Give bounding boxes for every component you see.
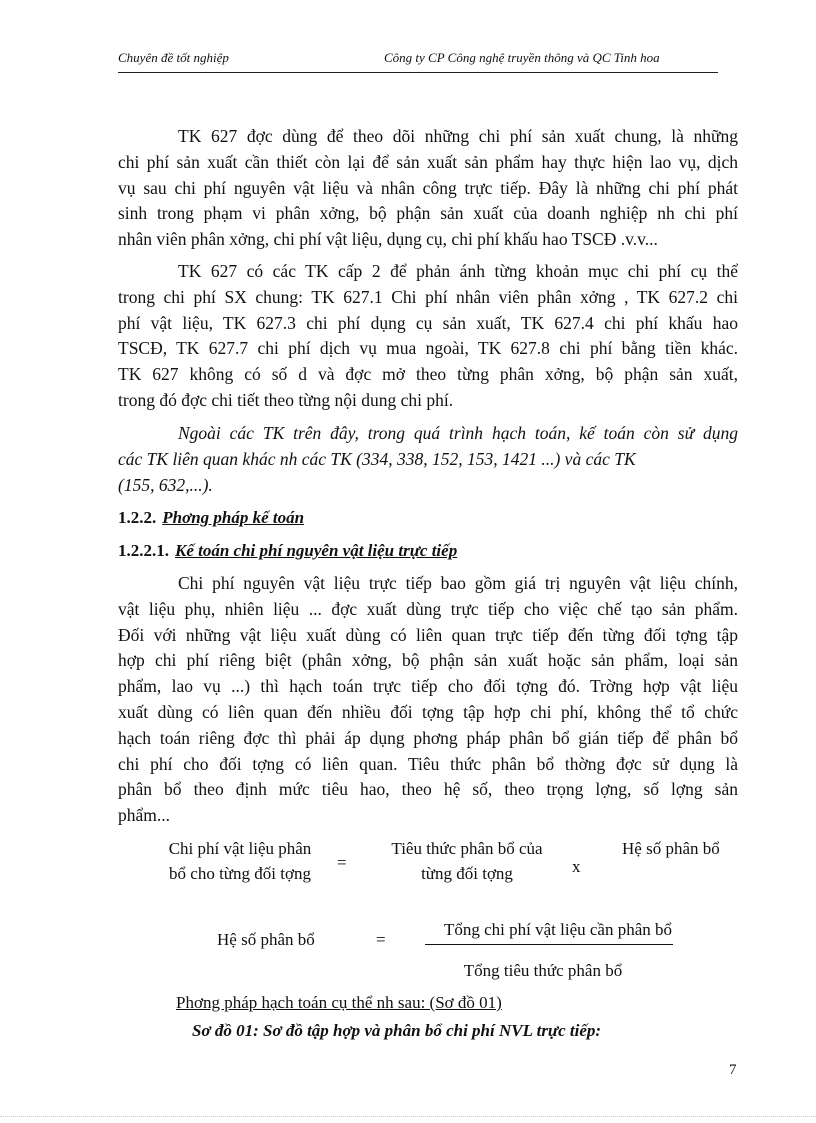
text-line: TK 627 có các TK cấp 2 để phản ánh từng khoản mục chi phí cụ thể (178, 261, 738, 281)
text-line: TSCĐ, TK 627.7 chi phí dịch vụ mua ngoài, TK 627.8 chi phí bằng tiền khác. (118, 338, 738, 359)
heading-number: 1.2.2.1. (118, 541, 169, 560)
text-line: xuất dùng có liên quan đến nhiều đối tợng tập hợp chi phí, không thể tổ chức (118, 701, 738, 722)
paragraph-tk627-intro (118, 124, 738, 253)
heading-1-2-2-1 (118, 541, 457, 561)
header-rule (118, 72, 718, 73)
formula1-times: x (572, 857, 581, 876)
header-left: Chuyên đề tốt nghiệp (118, 50, 229, 65)
paragraph-other-accounts (118, 421, 738, 498)
header-right: Công ty CP Công nghệ truyền thông và QC Tinh hoa (384, 50, 660, 65)
text-line: trong đó đợc chi tiết theo từng nội dung chi phí. (118, 389, 454, 410)
heading-title: Phơng pháp kế toán (162, 508, 305, 527)
text-line: TK 627 đợc dùng để theo dõi những chi phí sản xuất chung, là những (178, 126, 738, 146)
text-line: vật liệu phụ, nhiên liệu ... đợc xuất dùng trực tiếp cho việc chế tạo sản phẩm. (118, 598, 738, 619)
heading-title: Kế toán chi phí nguyên vật liệu trực tiếp (175, 541, 458, 560)
text-line: hợp chi phí riêng biệt (phân xởng, bộ phận sản xuất hoặc sản phẩm, loại sản (118, 650, 738, 671)
text-line: Chi phí nguyên vật liệu trực tiếp bao gồm giá trị nguyên vật liệu chính, (178, 573, 738, 593)
text-line: phẩm, lao vụ ...) thì hạch toán trực tiếp cho đối tợng đó. Trờng hợp vật liệu (118, 676, 738, 697)
formula1-left-line2: bổ cho từng đối tợng (169, 864, 311, 883)
heading-1-2-2 (118, 508, 304, 528)
paragraph-direct-material-cost (118, 571, 738, 829)
text-line: Đối với những vật liệu xuất dùng có liên quan trực tiếp đến từng đối tợng tập (118, 624, 738, 645)
formula1-middle-line1: Tiêu thức phân bổ của (391, 839, 543, 858)
formula1-middle-line2: từng đối tợng (421, 864, 513, 883)
formula1-left-line1: Chi phí vật liệu phân (168, 839, 312, 858)
text-line: phân bổ theo định mức tiêu hao, theo hệ số, theo trọng lợng, số lợng sản (118, 779, 738, 800)
text-line: chi phí cho đối tợng có liên quan. Tiêu thức phân bổ thờng đợc sử dụng là (118, 753, 738, 774)
diagram-title: Sơ đồ 01: Sơ đồ tập hợp và phân bổ chi phí NVL trực tiếp: (192, 1021, 602, 1040)
text-line: TK 627 không có số d và đợc mở theo từng phân xởng, bộ phận sản xuất, (118, 364, 738, 385)
text-line: nhân viên phân xởng, chi phí vật liệu, dụng cụ, chi phí khấu hao TSCĐ .v.v... (118, 229, 658, 250)
page-bottom-border (0, 1116, 816, 1117)
text-line: hạch toán riêng đợc thì phải áp dụng phơng pháp phân bổ gián tiếp để phân bổ (118, 727, 738, 748)
formula2-equals: = (376, 930, 386, 949)
text-line: các TK liên quan khác nh các TK (334, 338, 152, 153, 1421 ...) và các TK (118, 448, 636, 469)
text-line: (155, 632,...). (118, 474, 213, 495)
formula2-denominator: Tổng tiêu thức phân bổ (463, 961, 623, 980)
method-line: Phơng pháp hạch toán cụ thể nh sau: (Sơ đồ 01) (176, 993, 502, 1012)
formula1-right: Hệ số phân bổ (622, 839, 720, 858)
text-line: chi phí sản xuất cần thiết còn lại để sản xuất sản phẩm hay thực hiện lao vụ, dịch (118, 151, 738, 172)
formula2-left: Hệ số phân bổ (217, 930, 315, 949)
text-line: Ngoài các TK trên đây, trong quá trình hạch toán, kế toán còn sử dụng (178, 423, 738, 443)
text-line: trong chi phí SX chung: TK 627.1 Chi phí nhân viên phân xởng , TK 627.2 chi (118, 286, 738, 307)
text-line: vụ sau chi phí nguyên vật liệu và nhân công trực tiếp. Đây là những chi phí phát (118, 177, 738, 198)
page-number: 7 (729, 1062, 737, 1078)
fraction-bar (425, 944, 673, 945)
formula1-middle (372, 836, 562, 886)
formula2-numerator: Tổng chi phí vật liệu cần phân bổ (443, 920, 673, 939)
text-line: sinh trong phạm vi phân xởng, bộ phận sản xuất của doanh nghiệp nh chi phí (118, 203, 738, 224)
formula1-left (150, 836, 330, 886)
formula1-equals: = (337, 853, 347, 872)
text-line: phẩm... (118, 805, 171, 826)
paragraph-tk627-subaccounts (118, 259, 738, 414)
text-line: phí vật liệu, TK 627.3 chi phí dụng cụ sản xuất, TK 627.4 chi phí khấu hao (118, 312, 738, 333)
heading-number: 1.2.2. (118, 508, 157, 527)
